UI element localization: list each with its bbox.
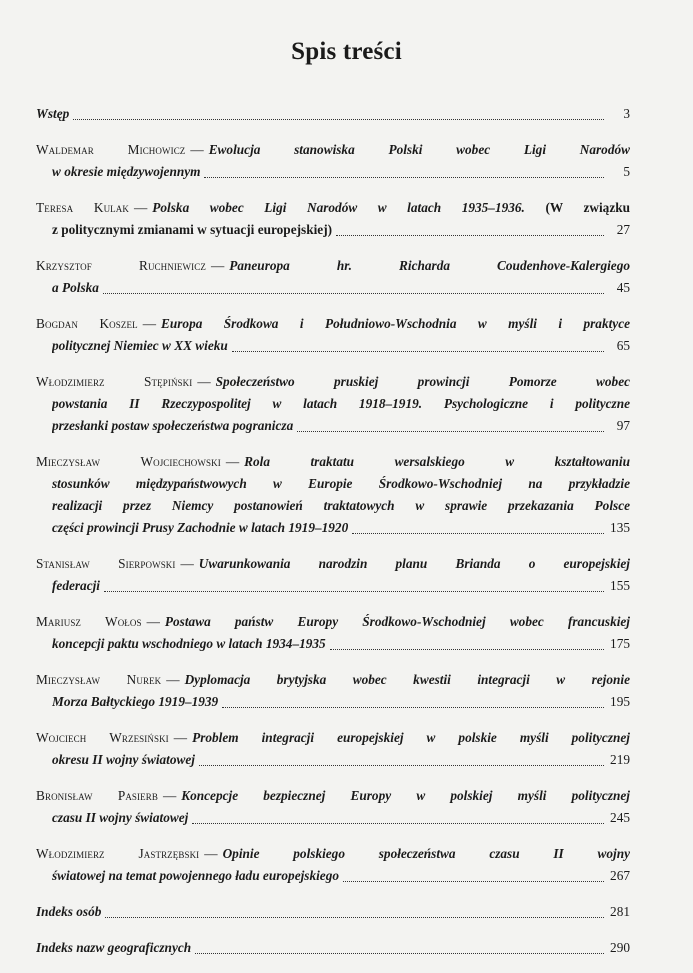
separator-dash: — [210, 258, 225, 273]
toc-entry [36, 313, 630, 357]
author-name: Teresa Kulak [36, 200, 129, 215]
entry-title: przesłanki postaw społeczeństwa pogranicza [52, 418, 294, 433]
toc-entry [36, 727, 630, 771]
toc-line [36, 415, 630, 437]
separator-dash: — [197, 374, 211, 389]
toc-line [36, 277, 630, 299]
toc-line [36, 575, 630, 597]
toc-entry [36, 843, 630, 887]
page-number: 245 [610, 810, 630, 825]
entry-title: okresu II wojny światowej [52, 752, 195, 767]
entry-subtitle: (W związku [545, 200, 630, 215]
toc-line [36, 843, 630, 865]
toc-line [36, 219, 630, 241]
toc-line [36, 669, 630, 691]
entry-title: Indeks nazw geograficznych [36, 940, 192, 955]
page-number: 290 [610, 940, 630, 955]
page-number: 219 [610, 752, 630, 767]
author-name: Mieczysław Wojciechowski [36, 454, 221, 469]
dot-leader [105, 916, 604, 918]
toc-line [36, 865, 630, 887]
separator-dash: — [146, 614, 160, 629]
entry-title: Europa Środkowa i Południowo-Wschodnia w myśli i praktyce [160, 316, 630, 331]
toc-entry [36, 937, 630, 959]
page-number: 3 [623, 106, 630, 121]
dot-leader [104, 590, 604, 592]
author-name: Stanisław Sierpowski [36, 556, 176, 571]
entry-title: w okresie międzywojennym [52, 164, 201, 179]
toc-line [36, 937, 630, 959]
toc-entry [36, 255, 630, 299]
entry-title: Problem integracji europejskiej w polskie myśli politycznej [192, 730, 630, 745]
toc-line [36, 495, 630, 517]
toc-line [36, 727, 630, 749]
toc-entry [36, 197, 630, 241]
author-name: Mariusz Wołos [36, 614, 142, 629]
entry-title: politycznej Niemiec w XX wieku [52, 338, 228, 353]
entry-title: czasu II wojny światowej [52, 810, 189, 825]
author-name: Wojciech Wrzesiński [36, 730, 169, 745]
toc-line [36, 371, 630, 393]
page-number: 267 [610, 868, 630, 883]
dot-leader [330, 648, 604, 650]
entry-title: federacji [52, 578, 100, 593]
dot-leader [195, 952, 604, 954]
dot-leader [204, 176, 604, 178]
toc-line [36, 517, 630, 539]
page-number: 155 [610, 578, 630, 593]
entry-title: stosunków międzypaństwowych w Europie Środkowo-Wschodniej na przykładzie [52, 476, 630, 491]
toc-line [36, 807, 630, 829]
author-name: Włodzimierz Stępiński [36, 374, 193, 389]
entry-title: części prowincji Prusy Zachodnie w latach 1919–1920 [52, 520, 349, 535]
toc-line [36, 161, 630, 183]
toc-line [36, 255, 630, 277]
toc-line [36, 553, 630, 575]
entry-title: Morza Bałtyckiego 1919–1939 [52, 694, 219, 709]
entry-title: Uwarunkowania narodzin planu Brianda o europejskiej [198, 556, 630, 571]
dot-leader [73, 118, 604, 120]
page-number: 65 [616, 338, 630, 353]
entry-title: Ewolucja stanowiska Polski wobec Ligi Narodów [208, 142, 630, 157]
dot-leader [336, 234, 604, 236]
dot-leader [199, 764, 604, 766]
entry-title: powstania II Rzeczypospolitej w latach 1918–1919. Psychologiczne i polityczne [52, 396, 630, 411]
page-number: 135 [610, 520, 630, 535]
toc-entry [36, 451, 630, 539]
toc-line [36, 749, 630, 771]
entry-title: Postawa państw Europy Środkowo-Wschodniej wobec francuskiej [164, 614, 630, 629]
author-name: Krzysztof Ruchniewicz [36, 258, 206, 273]
toc-entry [36, 103, 630, 125]
page-number: 175 [610, 636, 630, 651]
entry-title: Społeczeństwo pruskiej prowincji Pomorze wobec [215, 374, 630, 389]
entry-title: Polska wobec Ligi Narodów w latach 1935–1936. [152, 200, 525, 215]
entry-title: Rola traktatu wersalskiego w kształtowaniu [244, 454, 630, 469]
page-number: 97 [616, 418, 630, 433]
entry-title: Dyplomacja brytyjska wobec kwestii integracji w rejonie [184, 672, 630, 687]
entry-title: realizacji przez Niemcy postanowień traktatowych w sprawie przekazania Polsce [52, 498, 630, 513]
entry-title: koncepcji paktu wschodniego w latach 1934–1935 [52, 636, 326, 651]
separator-dash: — [142, 316, 156, 331]
separator-dash: — [180, 556, 194, 571]
toc-line [36, 313, 630, 335]
toc-line [36, 633, 630, 655]
entry-title: Koncepcje bezpiecznej Europy w polskiej myśli politycznej [181, 788, 630, 803]
dot-leader [232, 350, 604, 352]
dot-leader [222, 706, 604, 708]
toc-line [36, 611, 630, 633]
separator-dash: — [162, 788, 177, 803]
page-number: 195 [610, 694, 630, 709]
dot-leader [352, 532, 604, 534]
dot-leader [343, 880, 604, 882]
author-name: Bogdan Koszel [36, 316, 138, 331]
separator-dash: — [204, 846, 218, 861]
dot-leader [103, 292, 604, 294]
toc-entry [36, 139, 630, 183]
toc-line [36, 901, 630, 923]
author-name: Bronisław Pasierb [36, 788, 158, 803]
toc-entry [36, 371, 630, 437]
toc-line [36, 139, 630, 161]
toc-line [36, 785, 630, 807]
entry-title: Opinie polskiego społeczeństwa czasu II wojny [222, 846, 630, 861]
toc-line [36, 393, 630, 415]
toc-line [36, 335, 630, 357]
toc-entry [36, 669, 630, 713]
entry-subtitle: z politycznymi zmianami w sytuacji europejskiej) [52, 222, 333, 237]
separator-dash: — [225, 454, 240, 469]
page-number: 27 [616, 222, 630, 237]
author-name: Mieczysław Nurek [36, 672, 162, 687]
entry-title: a Polska [52, 280, 99, 295]
page-number: 45 [616, 280, 630, 295]
toc-entry [36, 611, 630, 655]
separator-dash: — [173, 730, 188, 745]
page-number: 281 [610, 904, 630, 919]
toc-entry [36, 901, 630, 923]
dot-leader [297, 430, 604, 432]
separator-dash: — [133, 200, 148, 215]
toc-line [36, 103, 630, 125]
dot-leader [192, 822, 604, 824]
author-name: Waldemar Michowicz [36, 142, 186, 157]
toc-entry [36, 785, 630, 829]
toc-line [36, 473, 630, 495]
separator-dash: — [166, 672, 180, 687]
entry-title: światowej na temat powojennego ładu europejskiego [52, 868, 340, 883]
entry-title: Indeks osób [36, 904, 102, 919]
toc-line [36, 451, 630, 473]
entry-title: Paneuropa hr. Richarda Coudenhove-Kalergiego [229, 258, 630, 273]
toc-line [36, 691, 630, 713]
toc-line [36, 197, 630, 219]
table-of-contents [36, 103, 630, 973]
page-number: 5 [623, 164, 630, 179]
separator-dash: — [190, 142, 204, 157]
author-name: Włodzimierz Jastrzębski [36, 846, 200, 861]
toc-entry [36, 553, 630, 597]
page-title: Spis treści [291, 38, 402, 65]
entry-title: Wstęp [36, 106, 70, 121]
